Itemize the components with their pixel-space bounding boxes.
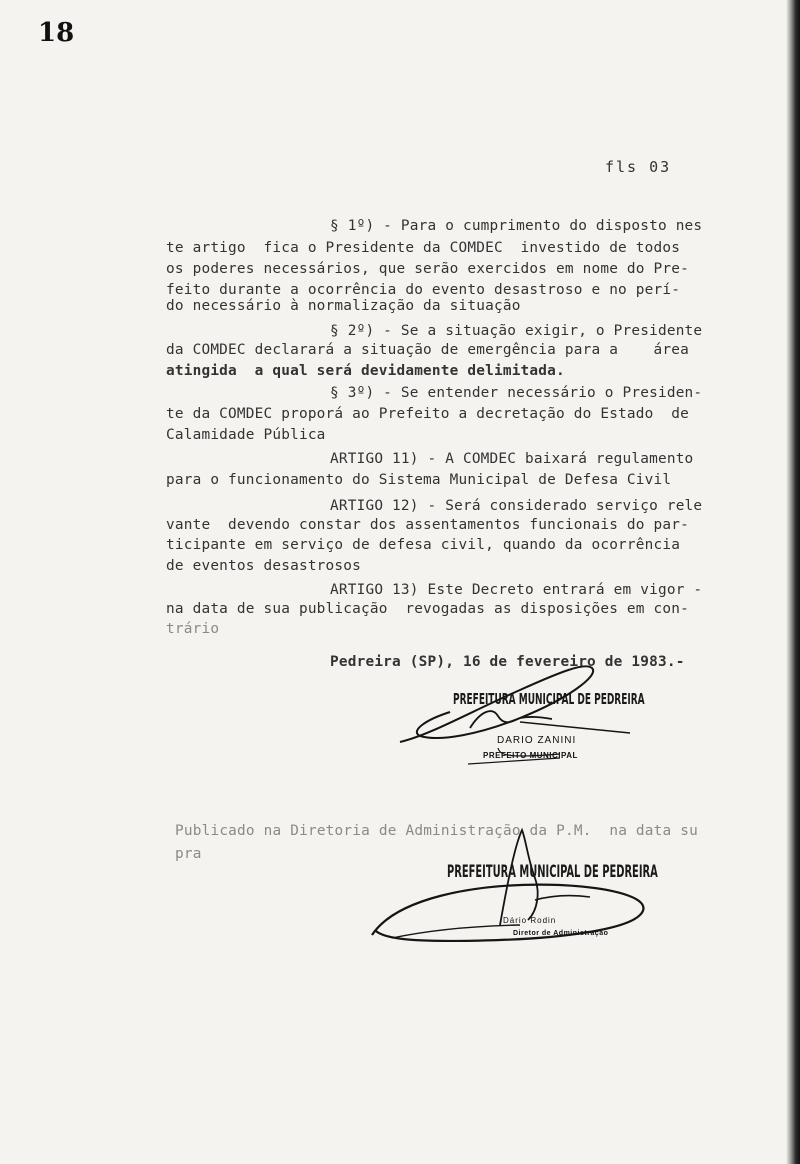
text-line: de eventos desastrosos <box>166 558 362 574</box>
text-line: ARTIGO 11) - A COMDEC baixará regulamento <box>330 451 694 467</box>
director-signature-stamp <box>447 862 658 942</box>
text-line: os poderes necessários, que serão exercidos em nome do Pre- <box>166 261 689 277</box>
text-line: § 3º) - Se entender necessário o Presiden- <box>330 385 703 401</box>
text-line: para o funcionamento do Sistema Municipal de Defesa Civil <box>166 472 672 488</box>
stamp-office-name: PREFEITURA MUNICIPAL DE PEDREIRA <box>453 692 645 709</box>
text-line: § 2º) - Se a situação exigir, o Presidente <box>330 323 703 339</box>
text-line: ARTIGO 13) Este Decreto entrará em vigor - <box>330 582 703 598</box>
date-line: Pedreira (SP), 16 de fevereiro de 1983.- <box>330 654 685 670</box>
signatory-role: PREFEITO MUNICIPAL <box>483 751 578 760</box>
publication-note: Publicado na Diretoria de Administração da P.M. na data su <box>175 823 698 839</box>
sheet-reference: fls 03 <box>605 158 672 176</box>
text-line: te da COMDEC proporá ao Prefeito a decretação do Estado de <box>166 406 689 422</box>
signatory-role: Diretor de Administração <box>513 930 609 937</box>
text-line: ticipante em serviço de defesa civil, quando da ocorrência <box>166 537 681 553</box>
text-line: na data de sua publicação revogadas as disposições em con- <box>166 601 689 617</box>
text-line: da COMDEC declarará a situação de emergência para a área <box>166 342 689 358</box>
text-line: § 1º) - Para o cumprimento do disposto nes <box>330 218 703 234</box>
text-line: te artigo fica o Presidente da COMDEC investido de todos <box>166 240 681 256</box>
text-line: do necessário à normalização da situação <box>166 298 521 314</box>
stamp-office-name: PREFEITURA MUNICIPAL DE PEDREIRA <box>447 862 658 882</box>
text-line: ARTIGO 12) - Será considerado serviço rele <box>330 498 703 514</box>
text-line: atingida a qual será devidamente delimitada. <box>166 363 565 379</box>
mayor-signature-stamp <box>453 692 645 772</box>
publication-note-cont: pra <box>175 846 202 862</box>
text-line: feito durante a ocorrência do evento desastroso e no perí- <box>166 282 681 298</box>
page-edge-shadow <box>786 0 800 1164</box>
page-number: 18 <box>38 18 75 48</box>
signatory-name: DARIO ZANINI <box>497 735 577 746</box>
signatory-name: Dário Rodin <box>503 916 557 925</box>
text-line: Calamidade Pública <box>166 427 326 443</box>
text-line: trário <box>166 621 220 637</box>
text-line: vante devendo constar dos assentamentos funcionais do par- <box>166 517 689 533</box>
